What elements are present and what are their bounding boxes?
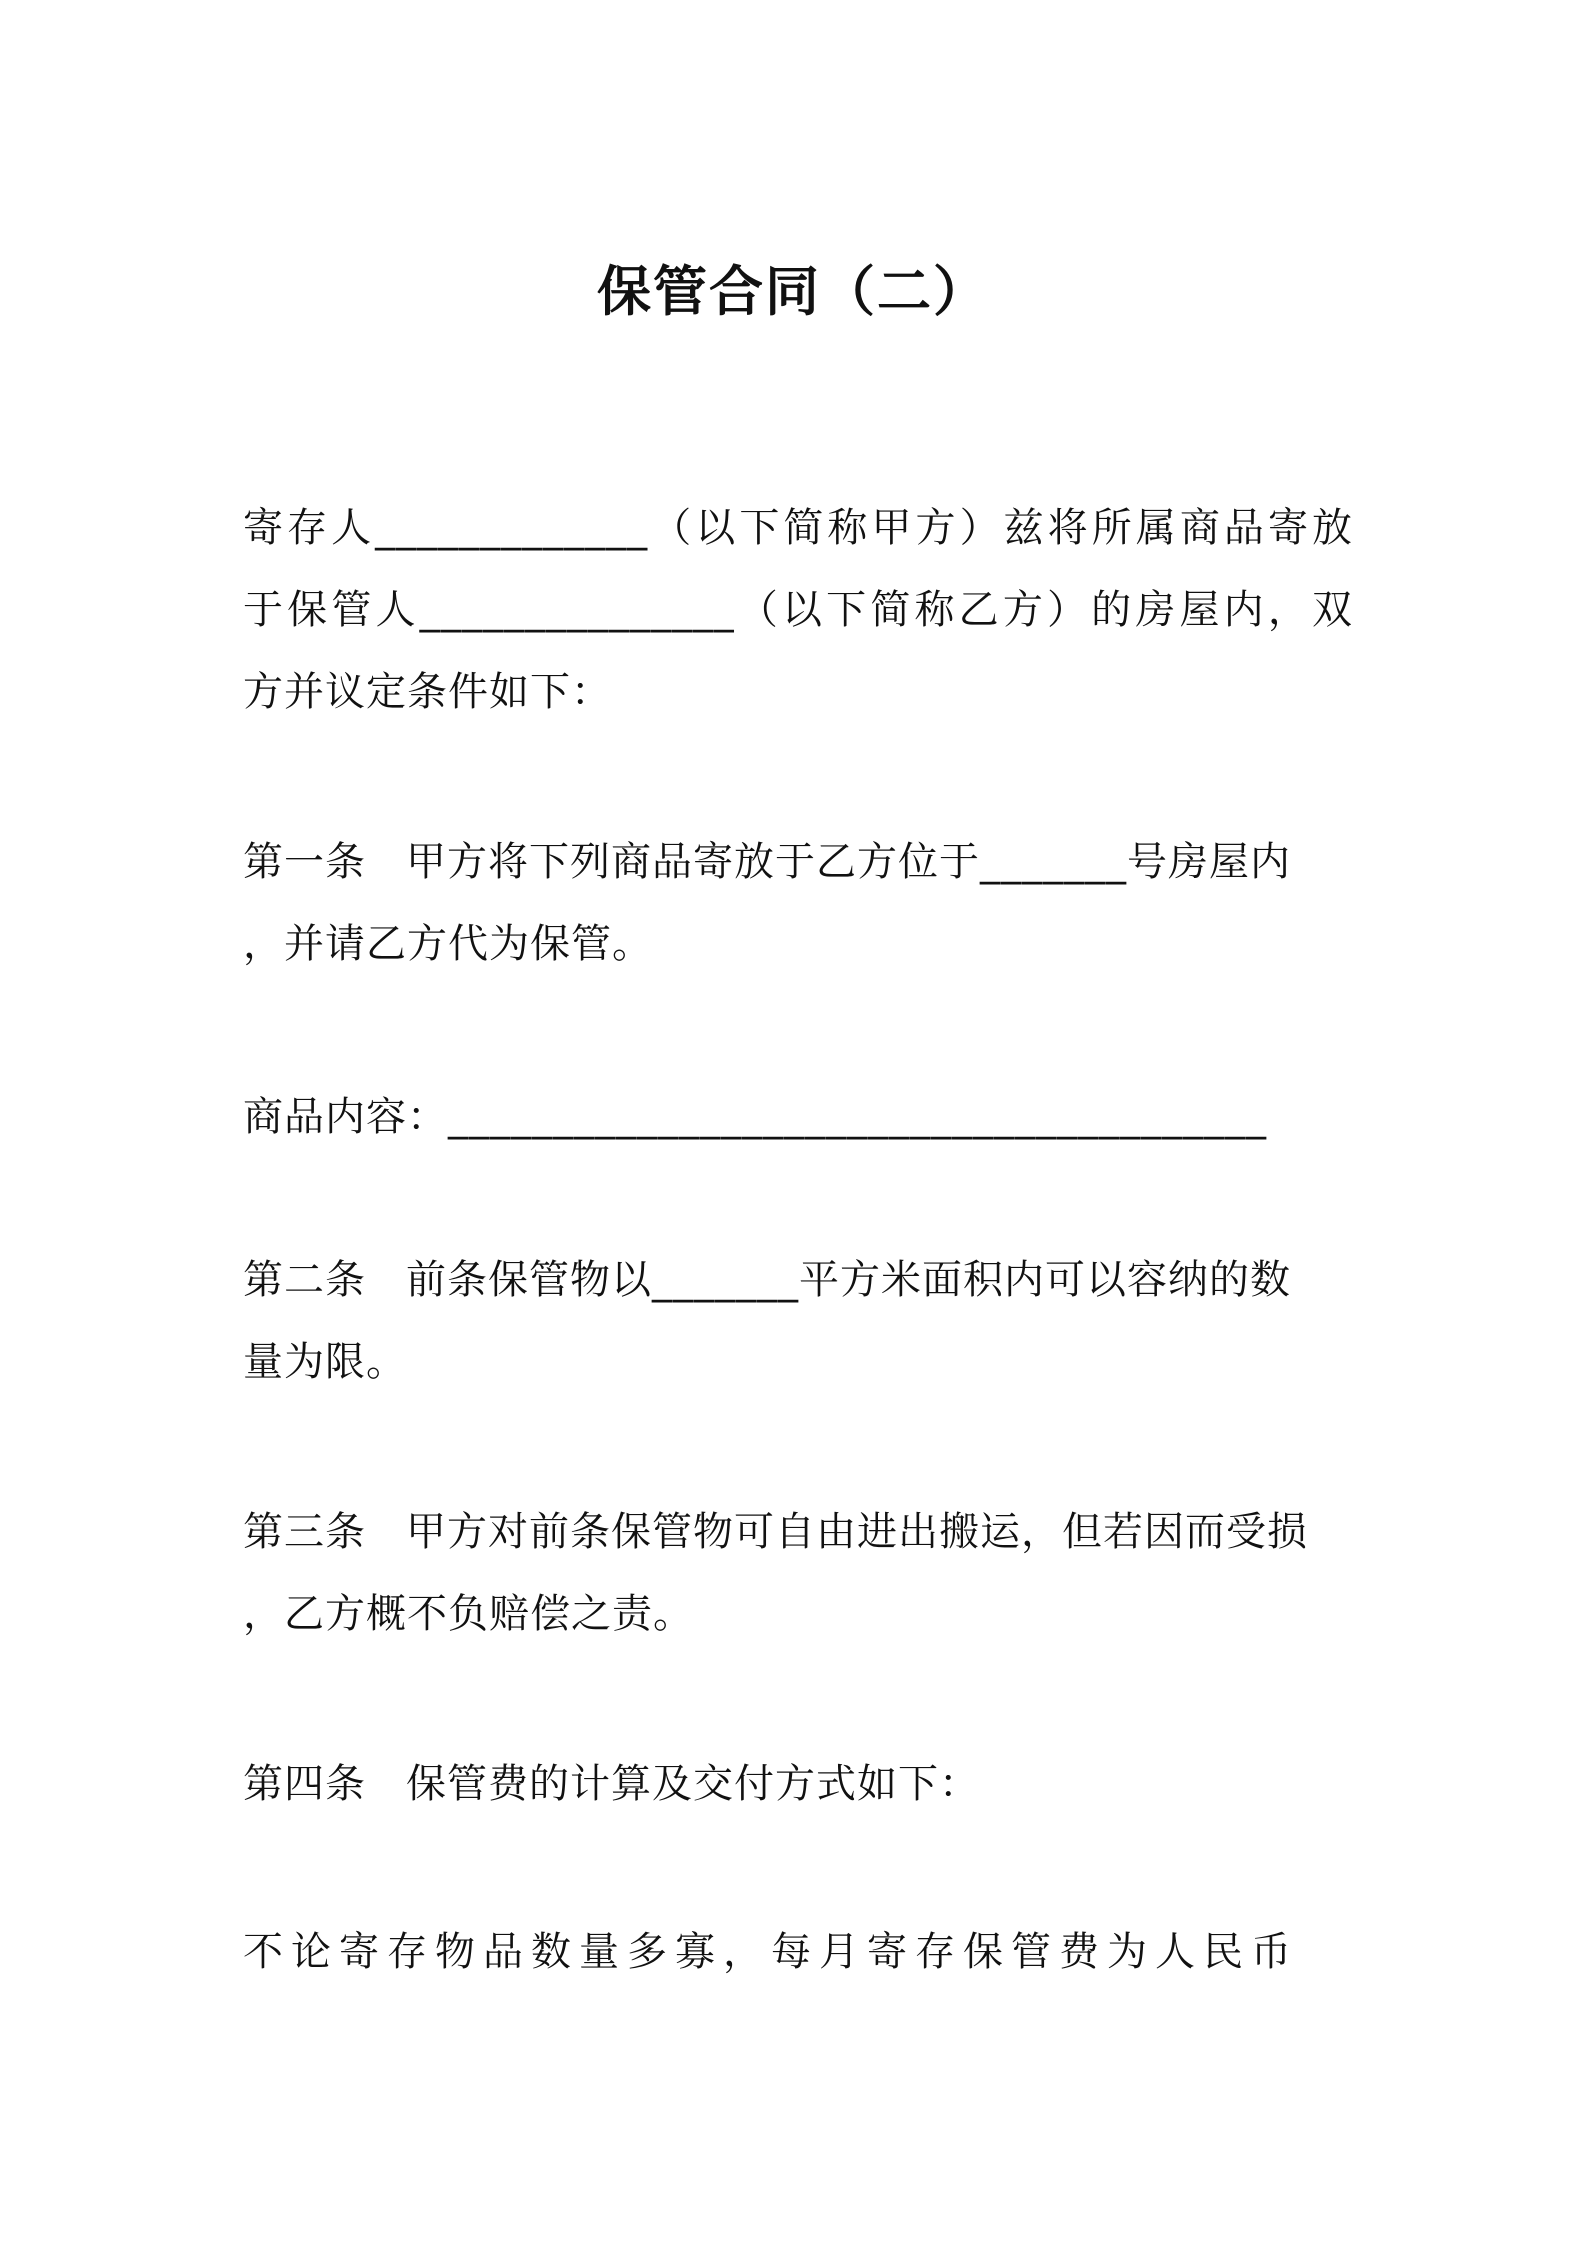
article-2-heading: 第二条 xyxy=(243,1257,366,1303)
article-4-heading: 第四条 xyxy=(243,1761,366,1807)
article-3-line-2: ，乙方概不负赔偿之责。 xyxy=(243,1591,694,1637)
intro-line-2: 于保管人_______________（以下简称乙方）的房屋内，双 xyxy=(243,587,1353,633)
article-4-line-1 xyxy=(243,1754,1353,1814)
intro-line-1: 寄存人_____________（以下简称甲方）兹将所属商品寄放 xyxy=(243,505,1353,551)
goods-content-line: 商品内容：_______________________________________ xyxy=(243,1094,1267,1140)
article-3-line-1 xyxy=(243,1502,1353,1562)
article-4-text-1: 保管费的计算及交付方式如下： xyxy=(406,1761,980,1807)
article-3-heading: 第三条 xyxy=(243,1509,366,1555)
article-1-line-1 xyxy=(243,832,1353,892)
article-2-text-1: 前条保管物以_______平方米面积内可以容纳的数 xyxy=(406,1257,1291,1303)
fee-line-1: 不论寄存物品数量多寡，每月寄存保管费为人民币 xyxy=(243,1929,1299,1975)
article-1-heading: 第一条 xyxy=(243,839,366,885)
article-2-line-1 xyxy=(243,1250,1353,1310)
article-3-text-1: 甲方对前条保管物可自由进出搬运，但若因而受损 xyxy=(406,1509,1308,1555)
document-title: 保管合同（二） xyxy=(597,260,989,323)
intro-line-3: 方并议定条件如下： xyxy=(243,669,612,715)
article-1-text-1: 甲方将下列商品寄放于乙方位于_______号房屋内 xyxy=(406,839,1291,885)
article-1-line-2: ，并请乙方代为保管。 xyxy=(243,921,653,967)
article-2-line-2: 量为限。 xyxy=(243,1339,407,1385)
